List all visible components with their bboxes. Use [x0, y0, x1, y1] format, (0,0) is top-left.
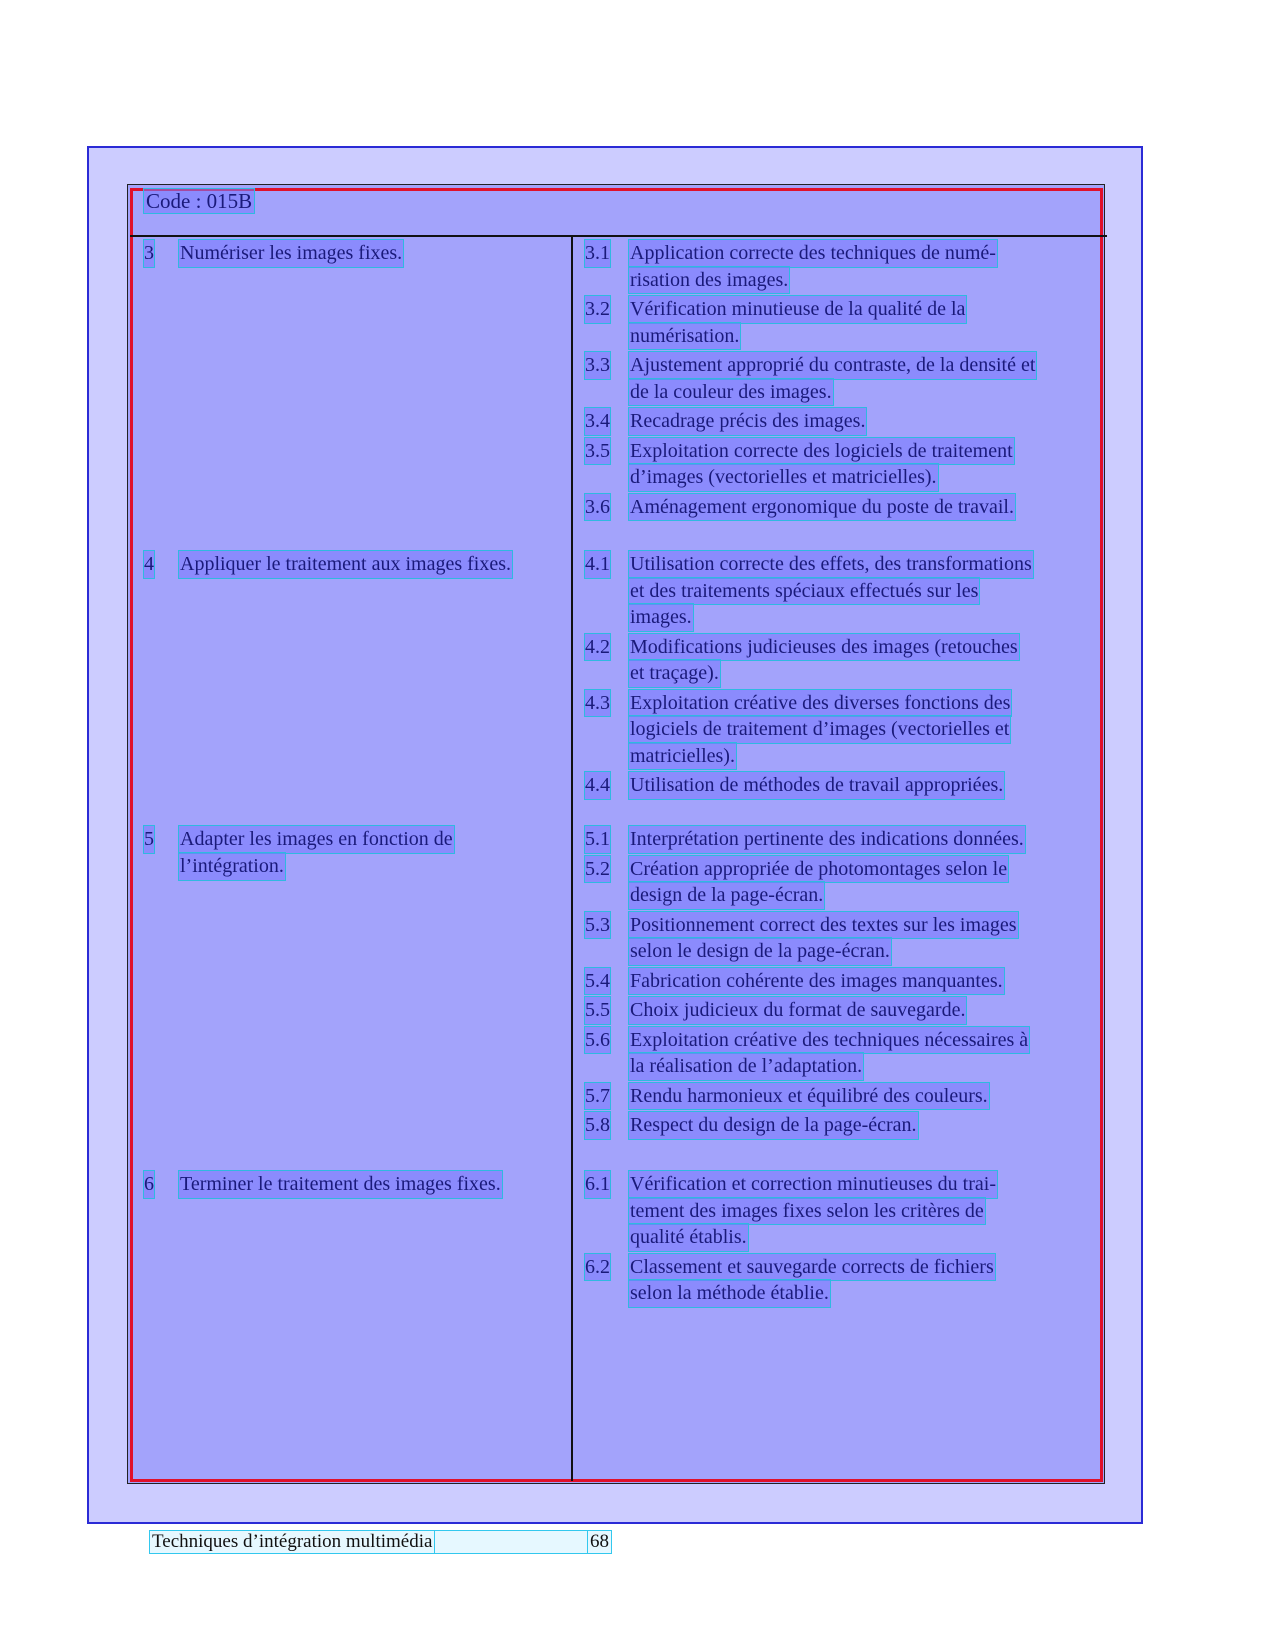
- criterion-text-line: Exploitation créative des techniques nécessaires à: [629, 1027, 1029, 1054]
- competency-number: 5: [144, 826, 154, 853]
- criterion-text-line: Rendu harmonieux et équilibré des couleurs.: [629, 1083, 989, 1110]
- criterion-number: 3.1: [585, 240, 610, 267]
- criterion-number: 5.3: [585, 912, 610, 939]
- competency-text-line: l’intégration.: [179, 853, 285, 880]
- criterion-text-line: Fabrication cohérente des images manquantes.: [629, 968, 1004, 995]
- criterion-number: 5.8: [585, 1112, 610, 1139]
- criterion-text-line: numérisation.: [629, 323, 740, 350]
- criterion-text-line: Utilisation correcte des effets, des transformations: [629, 551, 1033, 578]
- criterion-text-line: Création appropriée de photomontages selon le: [629, 856, 1008, 883]
- competency-number: 3: [144, 240, 154, 267]
- criterion-number: 6.2: [585, 1254, 610, 1281]
- competency-number: 6: [144, 1171, 154, 1198]
- criterion-number: 4.2: [585, 634, 610, 661]
- footer-page-number: 68: [590, 1531, 609, 1552]
- criterion-text-line: selon la méthode établie.: [629, 1280, 830, 1307]
- criterion-number: 3.3: [585, 352, 610, 379]
- criterion-number: 4.4: [585, 772, 610, 799]
- criterion-text-line: design de la page-écran.: [629, 882, 824, 909]
- criterion-text-line: logiciels de traitement d’images (vectorielles et: [629, 716, 1010, 743]
- criterion-text-line: Vérification minutieuse de la qualité de la: [629, 296, 966, 323]
- criterion-number: 4.3: [585, 690, 610, 717]
- criterion-text-line: Aménagement ergonomique du poste de travail.: [629, 494, 1015, 521]
- criterion-text-line: matricielles).: [629, 743, 736, 770]
- criterion-text-line: qualité établis.: [629, 1224, 748, 1251]
- criterion-text-line: Recadrage précis des images.: [629, 408, 866, 435]
- criterion-text-line: d’images (vectorielles et matricielles).: [629, 464, 938, 491]
- criterion-text-line: Utilisation de méthodes de travail appropriées.: [629, 772, 1004, 799]
- competency-text-line: Appliquer le traitement aux images fixes.: [179, 551, 512, 578]
- criterion-text-line: risation des images.: [629, 267, 789, 294]
- criterion-number: 5.4: [585, 968, 610, 995]
- competency-text-line: Numériser les images fixes.: [179, 240, 403, 267]
- footer-title: Techniques d’intégration multimédia: [152, 1531, 433, 1552]
- criterion-number: 5.2: [585, 856, 610, 883]
- criterion-text-line: la réalisation de l’adaptation.: [629, 1053, 863, 1080]
- criterion-text-line: Respect du design de la page-écran.: [629, 1112, 918, 1139]
- criterion-number: 3.2: [585, 296, 610, 323]
- criterion-number: 5.6: [585, 1027, 610, 1054]
- criterion-number: 5.5: [585, 997, 610, 1024]
- criterion-number: 5.1: [585, 826, 610, 853]
- criterion-number: 4.1: [585, 551, 610, 578]
- criterion-text-line: Interprétation pertinente des indications données.: [629, 826, 1025, 853]
- criterion-number: 3.4: [585, 408, 610, 435]
- criterion-text-line: Application correcte des techniques de numé-: [629, 240, 997, 267]
- criterion-text-line: Choix judicieux du format de sauvegarde.: [629, 997, 966, 1024]
- criterion-number: 5.7: [585, 1083, 610, 1110]
- criterion-number: 6.1: [585, 1171, 610, 1198]
- criterion-text-line: et des traitements spéciaux effectués sur les: [629, 578, 979, 605]
- criterion-text-line: Exploitation créative des diverses fonctions des: [629, 690, 1011, 717]
- criterion-text-line: Positionnement correct des textes sur les images: [629, 912, 1018, 939]
- competency-text-line: Terminer le traitement des images fixes.: [179, 1171, 502, 1198]
- criterion-text-line: images.: [629, 604, 693, 631]
- criterion-text-line: et traçage).: [629, 660, 720, 687]
- criterion-text-line: Classement et sauvegarde corrects de fichiers: [629, 1254, 995, 1281]
- criterion-text-line: Modifications judicieuses des images (retouches: [629, 634, 1019, 661]
- criterion-text-line: Ajustement approprié du contraste, de la densité et: [629, 352, 1036, 379]
- code-label: Code : 015B: [146, 189, 253, 213]
- criterion-text-line: de la couleur des images.: [629, 379, 833, 406]
- competency-text-line: Adapter les images en fonction de: [179, 826, 454, 853]
- competency-number: 4: [144, 551, 154, 578]
- criterion-number: 3.6: [585, 494, 610, 521]
- criterion-text-line: selon le design de la page-écran.: [629, 938, 891, 965]
- criterion-number: 3.5: [585, 438, 610, 465]
- criterion-text-line: Vérification et correction minutieuses du trai-: [629, 1171, 997, 1198]
- criterion-text-line: Exploitation correcte des logiciels de traitement: [629, 438, 1014, 465]
- criterion-text-line: tement des images fixes selon les critères de: [629, 1198, 985, 1225]
